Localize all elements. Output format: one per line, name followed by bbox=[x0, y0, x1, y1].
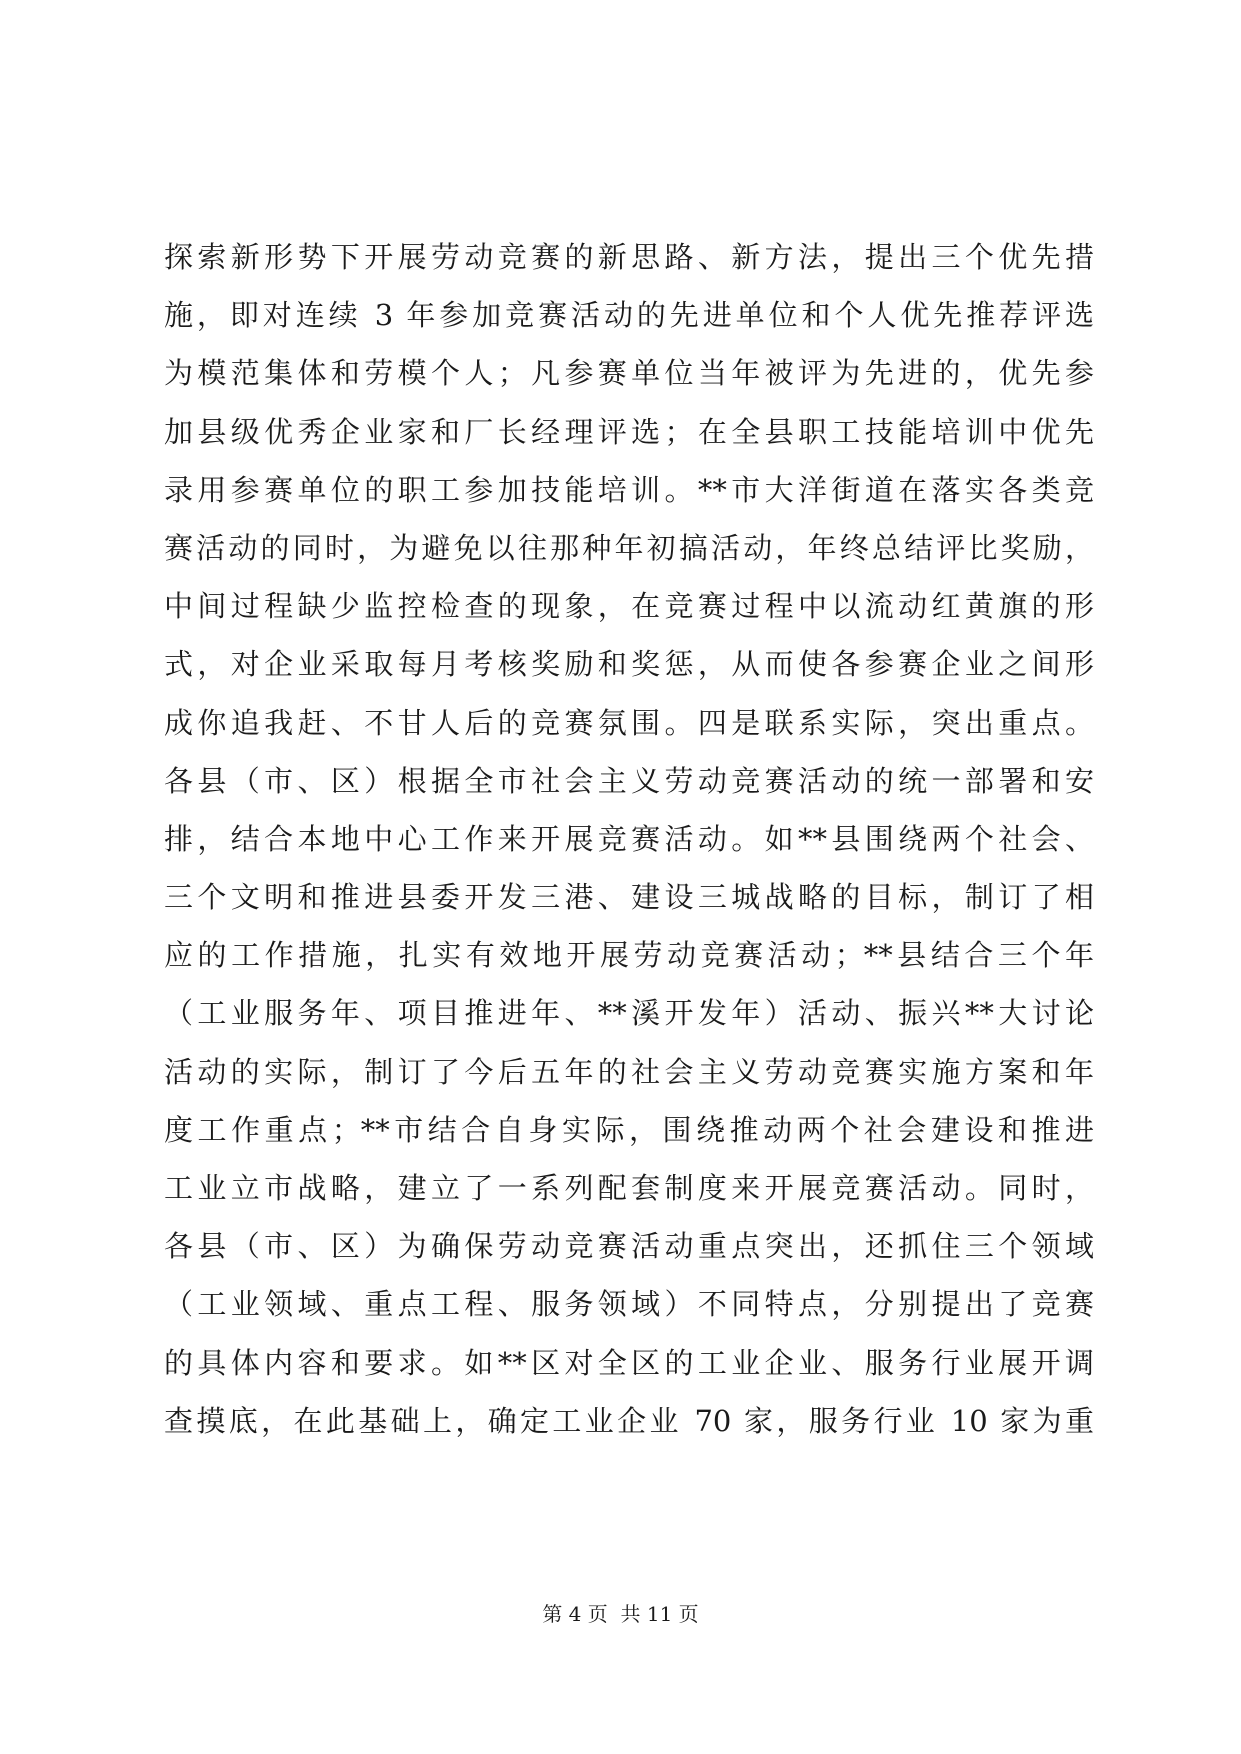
text-line: 活动的实际，制订了今后五年的社会主义劳动竞赛实施方案和年 bbox=[164, 1054, 1094, 1089]
text-line: 度工作重点；**市结合自身实际，围绕推动两个社会建设和推进 bbox=[164, 1112, 1094, 1147]
body-paragraph bbox=[164, 228, 1094, 1450]
text-line: 式，对企业采取每月考核奖励和奖惩，从而使各参赛企业之间形 bbox=[164, 647, 1094, 682]
text-line: 的具体内容和要求。如**区对全区的工业企业、服务行业展开调 bbox=[164, 1345, 1094, 1380]
text-line: 施，即对连续 3 年参加竞赛活动的先进单位和个人优先推荐评选 bbox=[164, 298, 1094, 333]
text-line: 工业立市战略，建立了一系列配套制度来开展竞赛活动。同时， bbox=[164, 1171, 1094, 1205]
text-line: 成你追我赶、不甘人后的竞赛氛围。四是联系实际，突出重点。 bbox=[164, 705, 1094, 740]
text-line: 排，结合本地中心工作来开展竞赛活动。如**县围绕两个社会、 bbox=[164, 821, 1094, 856]
text-line: 探索新形势下开展劳动竞赛的新思路、新方法，提出三个优先措 bbox=[164, 240, 1094, 274]
text-line: 三个文明和推进县委开发三港、建设三城战略的目标，制订了相 bbox=[164, 880, 1094, 915]
text-line: 加县级优秀企业家和厂长经理评选；在全县职工技能培训中优先 bbox=[164, 414, 1094, 449]
text-line: 各县（市、区）为确保劳动竞赛活动重点突出，还抓住三个领域 bbox=[164, 1229, 1094, 1264]
text-line: 赛活动的同时，为避免以往那种年初搞活动，年终总结评比奖励， bbox=[164, 530, 1094, 565]
page-number-footer: 第 4 页 共 11 页 bbox=[542, 1602, 699, 1626]
text-line: 为模范集体和劳模个人；凡参赛单位当年被评为先进的，优先参 bbox=[164, 356, 1094, 391]
text-line: （工业领域、重点工程、服务领域）不同特点，分别提出了竞赛 bbox=[164, 1287, 1094, 1322]
text-line: （工业服务年、项目推进年、**溪开发年）活动、振兴**大讨论 bbox=[164, 996, 1094, 1031]
text-line: 中间过程缺少监控检查的现象，在竞赛过程中以流动红黄旗的形 bbox=[164, 589, 1094, 624]
text-line: 应的工作措施，扎实有效地开展劳动竞赛活动；**县结合三个年 bbox=[164, 938, 1094, 973]
text-line: 录用参赛单位的职工参加技能培训。**市大洋街道在落实各类竞 bbox=[164, 472, 1094, 507]
text-line: 查摸底，在此基础上，确定工业企业 70 家，服务行业 10 家为重 bbox=[164, 1403, 1094, 1438]
text-line: 各县（市、区）根据全市社会主义劳动竞赛活动的统一部署和安 bbox=[164, 763, 1094, 798]
